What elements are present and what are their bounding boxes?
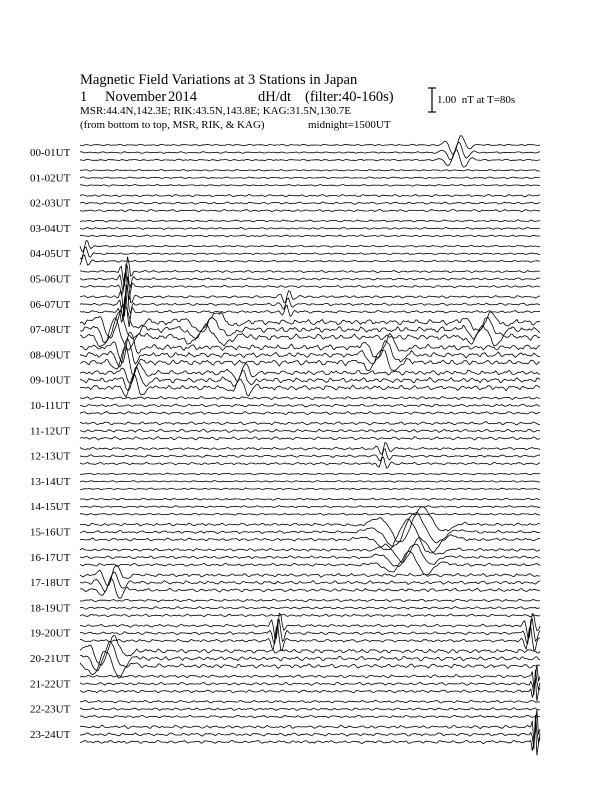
hour-label: 16-17UT	[30, 551, 71, 564]
trace-rik	[80, 177, 540, 179]
trace-msr	[80, 412, 540, 415]
trace-msr	[80, 614, 540, 617]
scale-label: 1.00 nT at T=80s	[437, 94, 516, 106]
trace-rik	[80, 264, 540, 291]
trace-rik	[80, 619, 540, 644]
trace-rik	[80, 449, 540, 461]
hour-label: 21-22UT	[30, 678, 71, 691]
trace-kag	[80, 422, 540, 425]
hour-label: 14-15UT	[30, 501, 71, 514]
filter-label: (filter:40-160s)	[305, 89, 394, 105]
trace-msr	[80, 318, 540, 350]
hour-label: 20-21UT	[30, 653, 71, 665]
trace-kag	[80, 170, 540, 172]
hour-label: 18-19UT	[30, 602, 71, 615]
trace-msr	[80, 184, 540, 186]
trace-msr	[80, 626, 540, 651]
trace-kag	[80, 442, 540, 454]
trace-kag	[80, 276, 540, 316]
trace-kag	[80, 397, 540, 400]
trace-msr	[80, 347, 540, 375]
hour-label: 09-10UT	[30, 374, 71, 387]
trace-msr	[80, 519, 540, 553]
trace-kag	[80, 473, 540, 475]
trace-msr	[80, 579, 540, 599]
trace-rik	[80, 544, 540, 566]
hour-label: 07-08UT	[30, 324, 71, 337]
trace-rik	[80, 506, 540, 508]
trace-kag	[80, 537, 540, 562]
trace-rik	[80, 513, 540, 547]
trace-msr	[80, 374, 540, 397]
trace-rik	[80, 285, 540, 320]
trace-rik	[80, 708, 540, 711]
trace-kag	[80, 710, 540, 744]
trace-rik	[80, 404, 540, 407]
trace-msr	[80, 255, 540, 265]
trace-kag	[80, 195, 540, 197]
hour-label: 05-06UT	[30, 273, 71, 286]
trace-kag	[80, 599, 540, 602]
trace-kag	[80, 363, 540, 383]
hour-label: 12-13UT	[30, 450, 71, 463]
trace-msr	[80, 651, 540, 678]
hour-label: 02-03UT	[30, 197, 71, 210]
chart-title: Magnetic Field Variations at 3 Stations in Japan	[80, 72, 358, 88]
hour-label: 03-04UT	[30, 222, 71, 235]
trace-msr	[80, 235, 540, 237]
midnight-note: midnight=1500UT	[308, 119, 391, 131]
trace-msr	[80, 488, 540, 490]
quantity-label: dH/dt	[258, 89, 292, 105]
hour-label: 11-12UT	[30, 425, 70, 438]
trace-msr	[80, 209, 540, 211]
trace-kag	[80, 241, 540, 252]
trace-kag	[80, 498, 540, 500]
trace-msr	[80, 457, 540, 468]
trace-msr	[80, 551, 540, 574]
trace-kag	[80, 136, 540, 154]
hour-label: 23-24UT	[30, 728, 71, 741]
hour-label: 06-07UT	[30, 298, 71, 311]
trace-msr	[80, 715, 540, 718]
trace-rik	[80, 202, 540, 204]
hour-label: 08-09UT	[30, 349, 71, 362]
trace-kag	[80, 304, 540, 338]
trace-rik	[80, 227, 540, 229]
hour-label: 15-16UT	[30, 526, 71, 539]
date-year: 2014	[168, 89, 197, 105]
trace-kag	[80, 700, 540, 703]
hour-label: 13-14UT	[30, 475, 71, 488]
trace-rik	[80, 429, 540, 432]
hour-label: 19-20UT	[30, 627, 71, 640]
hour-label: 22-23UT	[30, 703, 71, 716]
hour-label: 04-05UT	[30, 248, 71, 261]
hour-label: 01-02UT	[30, 172, 71, 185]
trace-msr	[80, 437, 540, 441]
trace-msr	[80, 513, 540, 515]
hour-label: 00-01UT	[30, 147, 71, 159]
date-day: 1	[80, 89, 88, 105]
trace-kag	[80, 613, 540, 638]
trace-rik	[80, 311, 540, 343]
trace-rik	[80, 607, 540, 610]
trace-kag	[80, 220, 540, 222]
station-order-note: (from bottom to top, MSR, RIK, & KAG)	[80, 119, 265, 131]
hour-label: 17-18UT	[30, 577, 71, 590]
trace-msr	[80, 270, 540, 300]
trace-rik	[80, 367, 540, 390]
date-month: November	[105, 89, 167, 105]
trace-msr	[80, 678, 540, 702]
hour-label: 10-11UT	[30, 400, 70, 412]
trace-msr	[80, 722, 540, 756]
trace-rik	[80, 481, 540, 483]
station-list: MSR:44.4N,142.3E; RIK:43.5N,143.8E; KAG:31.5N,130.7E	[80, 105, 352, 117]
trace-kag	[80, 507, 540, 542]
trace-rik	[80, 247, 540, 259]
trace-rik	[80, 715, 540, 750]
